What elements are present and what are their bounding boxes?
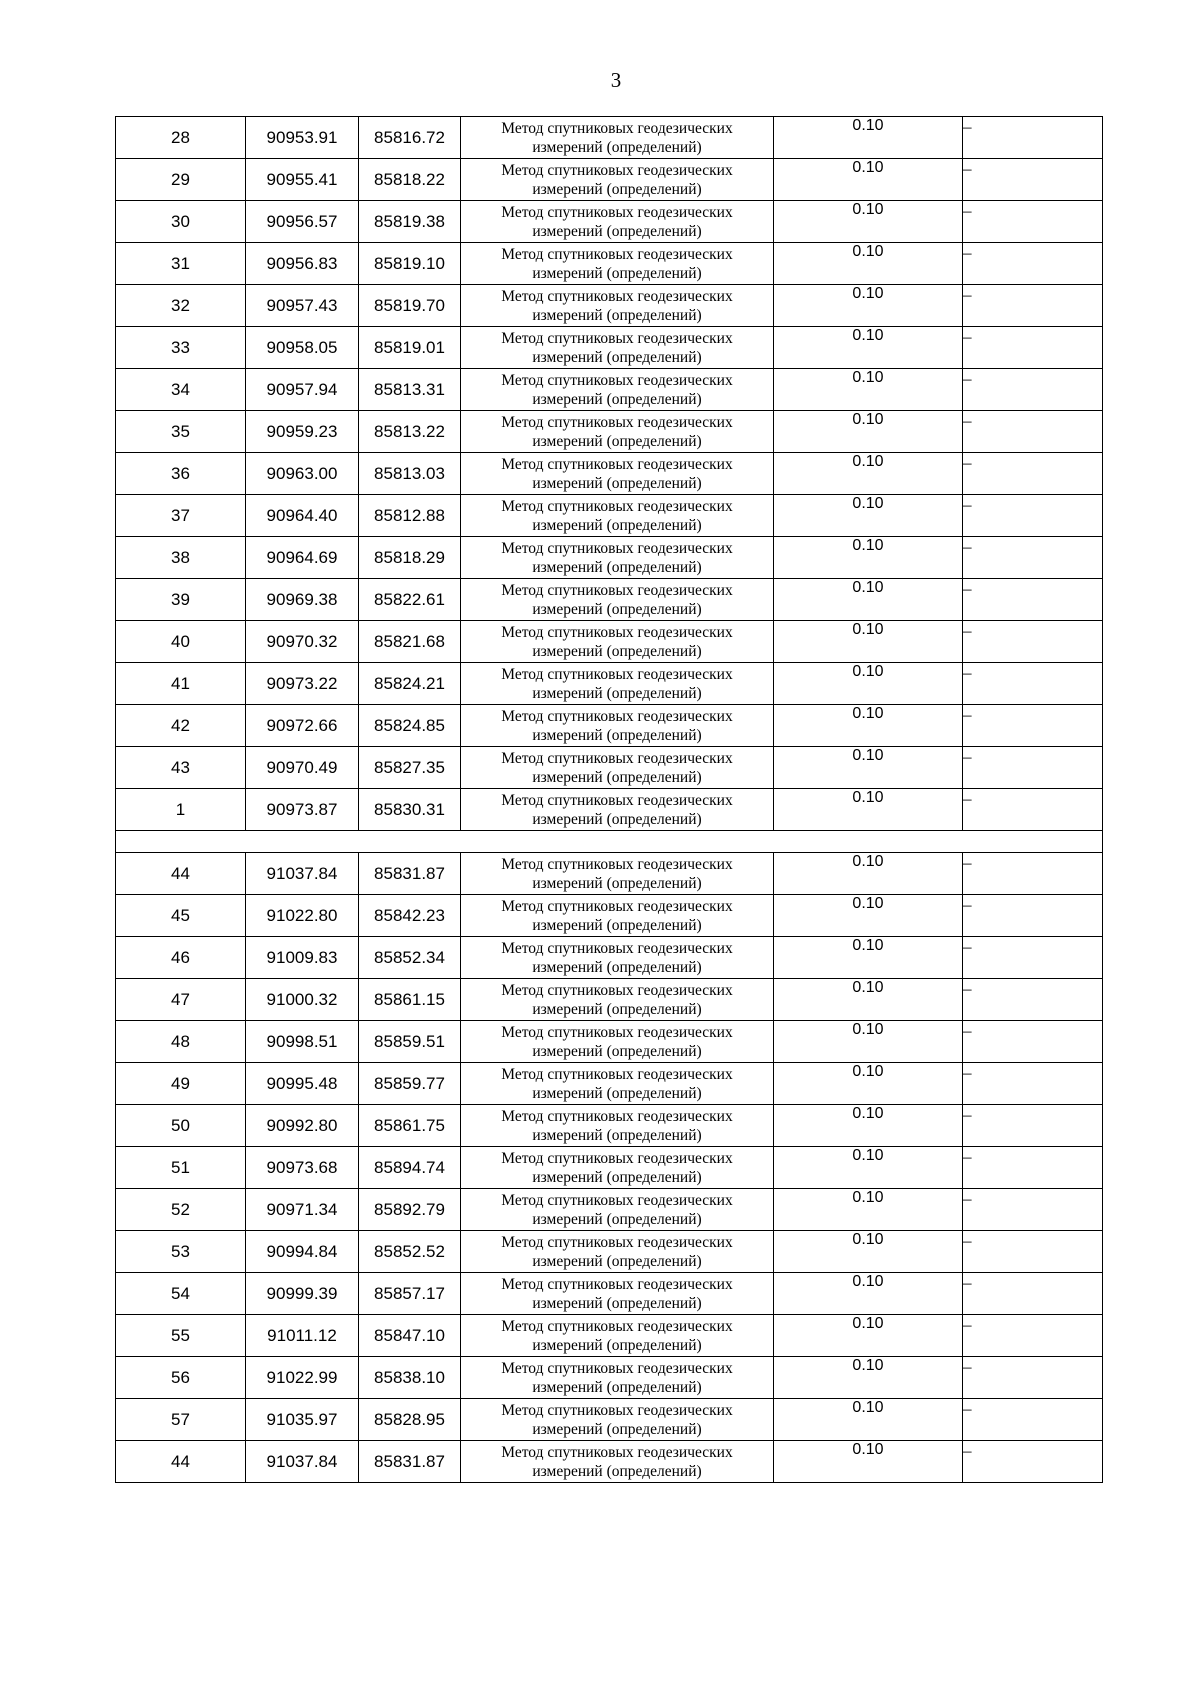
y-coordinate-cell: 85819.10 xyxy=(359,243,461,285)
method-text-line: Метод спутниковых геодезических xyxy=(501,371,733,389)
point-number-cell: 1 xyxy=(116,789,246,831)
method-text-line: Метод спутниковых геодезических xyxy=(501,665,733,683)
accuracy-cell: 0.10 xyxy=(774,1231,963,1273)
method-text-line: Метод спутниковых геодезических xyxy=(501,1065,733,1083)
method-text-line: измерений (определений) xyxy=(532,1168,702,1186)
x-coordinate-cell: 90964.40 xyxy=(246,495,359,537)
method-text-line: измерений (определений) xyxy=(532,138,702,156)
method-text-line: Метод спутниковых геодезических xyxy=(501,749,733,767)
method-text-line: измерений (определений) xyxy=(532,306,702,324)
table-row xyxy=(116,747,1103,789)
point-number-cell: 31 xyxy=(116,243,246,285)
note-cell: – xyxy=(963,1147,1103,1189)
point-number-cell: 54 xyxy=(116,1273,246,1315)
method-cell xyxy=(461,1021,774,1063)
method-text-line: Метод спутниковых геодезических xyxy=(501,161,733,179)
note-cell: – xyxy=(963,201,1103,243)
method-cell xyxy=(461,979,774,1021)
table-row xyxy=(116,495,1103,537)
table-row xyxy=(116,1231,1103,1273)
note-cell: – xyxy=(963,285,1103,327)
y-coordinate-cell: 85894.74 xyxy=(359,1147,461,1189)
x-coordinate-cell: 90971.34 xyxy=(246,1189,359,1231)
y-coordinate-cell: 85861.75 xyxy=(359,1105,461,1147)
y-coordinate-cell: 85838.10 xyxy=(359,1357,461,1399)
accuracy-cell: 0.10 xyxy=(774,159,963,201)
y-coordinate-cell: 85824.85 xyxy=(359,705,461,747)
table-row xyxy=(116,327,1103,369)
method-cell xyxy=(461,243,774,285)
method-cell xyxy=(461,1315,774,1357)
y-coordinate-cell: 85819.01 xyxy=(359,327,461,369)
x-coordinate-cell: 91000.32 xyxy=(246,979,359,1021)
point-number-cell: 29 xyxy=(116,159,246,201)
method-cell xyxy=(461,1063,774,1105)
note-cell: – xyxy=(963,853,1103,895)
table-row xyxy=(116,1399,1103,1441)
accuracy-cell: 0.10 xyxy=(774,1315,963,1357)
method-text-line: измерений (определений) xyxy=(532,916,702,934)
method-text-line: Метод спутниковых геодезических xyxy=(501,1191,733,1209)
method-text-line: Метод спутниковых геодезических xyxy=(501,1317,733,1335)
table-row xyxy=(116,1189,1103,1231)
method-text-line: Метод спутниковых геодезических xyxy=(501,981,733,999)
accuracy-cell: 0.10 xyxy=(774,789,963,831)
accuracy-cell: 0.10 xyxy=(774,369,963,411)
point-number-cell: 48 xyxy=(116,1021,246,1063)
accuracy-cell: 0.10 xyxy=(774,1147,963,1189)
method-text-line: измерений (определений) xyxy=(532,1084,702,1102)
table-row xyxy=(116,979,1103,1021)
accuracy-cell: 0.10 xyxy=(774,663,963,705)
table-row xyxy=(116,895,1103,937)
method-cell xyxy=(461,1105,774,1147)
point-number-cell: 50 xyxy=(116,1105,246,1147)
method-cell xyxy=(461,705,774,747)
x-coordinate-cell: 90969.38 xyxy=(246,579,359,621)
point-number-cell: 52 xyxy=(116,1189,246,1231)
table-row xyxy=(116,453,1103,495)
x-coordinate-cell: 90957.43 xyxy=(246,285,359,327)
accuracy-cell: 0.10 xyxy=(774,411,963,453)
point-number-cell: 44 xyxy=(116,853,246,895)
table-body-contour-1 xyxy=(116,117,1103,831)
table-body-contour-2 xyxy=(116,853,1103,1483)
method-text-line: измерений (определений) xyxy=(532,1294,702,1312)
y-coordinate-cell: 85842.23 xyxy=(359,895,461,937)
x-coordinate-cell: 90958.05 xyxy=(246,327,359,369)
method-cell xyxy=(461,327,774,369)
point-number-cell: 45 xyxy=(116,895,246,937)
note-cell: – xyxy=(963,663,1103,705)
x-coordinate-cell: 90973.22 xyxy=(246,663,359,705)
x-coordinate-cell: 90956.83 xyxy=(246,243,359,285)
method-cell xyxy=(461,579,774,621)
note-cell: – xyxy=(963,895,1103,937)
method-cell xyxy=(461,1231,774,1273)
method-cell xyxy=(461,1189,774,1231)
method-text-line: Метод спутниковых геодезических xyxy=(501,203,733,221)
table-row xyxy=(116,1063,1103,1105)
method-text-line: Метод спутниковых геодезических xyxy=(501,1275,733,1293)
y-coordinate-cell: 85818.22 xyxy=(359,159,461,201)
table-row xyxy=(116,705,1103,747)
x-coordinate-cell: 91022.80 xyxy=(246,895,359,937)
method-text-line: измерений (определений) xyxy=(532,684,702,702)
y-coordinate-cell: 85818.29 xyxy=(359,537,461,579)
contour-separator xyxy=(116,831,1103,853)
y-coordinate-cell: 85812.88 xyxy=(359,495,461,537)
note-cell: – xyxy=(963,789,1103,831)
accuracy-cell: 0.10 xyxy=(774,285,963,327)
method-text-line: измерений (определений) xyxy=(532,264,702,282)
y-coordinate-cell: 85861.15 xyxy=(359,979,461,1021)
point-number-cell: 28 xyxy=(116,117,246,159)
point-number-cell: 46 xyxy=(116,937,246,979)
y-coordinate-cell: 85816.72 xyxy=(359,117,461,159)
method-text-line: измерений (определений) xyxy=(532,1252,702,1270)
method-text-line: Метод спутниковых геодезических xyxy=(501,1443,733,1461)
accuracy-cell: 0.10 xyxy=(774,1273,963,1315)
method-text-line: Метод спутниковых геодезических xyxy=(501,245,733,263)
y-coordinate-cell: 85813.03 xyxy=(359,453,461,495)
point-number-cell: 37 xyxy=(116,495,246,537)
point-number-cell: 36 xyxy=(116,453,246,495)
method-text-line: измерений (определений) xyxy=(532,222,702,240)
table-row xyxy=(116,537,1103,579)
y-coordinate-cell: 85852.52 xyxy=(359,1231,461,1273)
y-coordinate-cell: 85819.70 xyxy=(359,285,461,327)
method-cell xyxy=(461,621,774,663)
method-text-line: измерений (определений) xyxy=(532,390,702,408)
method-cell xyxy=(461,853,774,895)
method-text-line: Метод спутниковых геодезических xyxy=(501,119,733,137)
point-number-cell: 53 xyxy=(116,1231,246,1273)
coordinates-table xyxy=(115,116,1103,1483)
x-coordinate-cell: 90964.69 xyxy=(246,537,359,579)
table-row xyxy=(116,663,1103,705)
x-coordinate-cell: 90972.66 xyxy=(246,705,359,747)
note-cell: – xyxy=(963,937,1103,979)
accuracy-cell: 0.10 xyxy=(774,979,963,1021)
x-coordinate-cell: 90973.87 xyxy=(246,789,359,831)
point-number-cell: 40 xyxy=(116,621,246,663)
method-cell xyxy=(461,937,774,979)
table-row xyxy=(116,621,1103,663)
note-cell: – xyxy=(963,621,1103,663)
method-text-line: Метод спутниковых геодезических xyxy=(501,455,733,473)
method-cell xyxy=(461,747,774,789)
x-coordinate-cell: 91022.99 xyxy=(246,1357,359,1399)
method-text-line: измерений (определений) xyxy=(532,1462,702,1480)
method-text-line: измерений (определений) xyxy=(532,810,702,828)
x-coordinate-cell: 90953.91 xyxy=(246,117,359,159)
table-row xyxy=(116,1273,1103,1315)
method-text-line: измерений (определений) xyxy=(532,726,702,744)
separator-cell xyxy=(116,831,1103,853)
note-cell: – xyxy=(963,495,1103,537)
note-cell: – xyxy=(963,1315,1103,1357)
table-row xyxy=(116,1021,1103,1063)
method-cell xyxy=(461,411,774,453)
x-coordinate-cell: 90956.57 xyxy=(246,201,359,243)
method-cell xyxy=(461,663,774,705)
point-number-cell: 44 xyxy=(116,1441,246,1483)
method-text-line: измерений (определений) xyxy=(532,642,702,660)
accuracy-cell: 0.10 xyxy=(774,1399,963,1441)
point-number-cell: 57 xyxy=(116,1399,246,1441)
method-text-line: измерений (определений) xyxy=(532,768,702,786)
x-coordinate-cell: 91009.83 xyxy=(246,937,359,979)
accuracy-cell: 0.10 xyxy=(774,1189,963,1231)
note-cell: – xyxy=(963,243,1103,285)
method-text-line: измерений (определений) xyxy=(532,516,702,534)
x-coordinate-cell: 91037.84 xyxy=(246,1441,359,1483)
accuracy-cell: 0.10 xyxy=(774,853,963,895)
method-cell xyxy=(461,789,774,831)
y-coordinate-cell: 85892.79 xyxy=(359,1189,461,1231)
accuracy-cell: 0.10 xyxy=(774,579,963,621)
table-row xyxy=(116,243,1103,285)
x-coordinate-cell: 90970.49 xyxy=(246,747,359,789)
method-text-line: измерений (определений) xyxy=(532,1378,702,1396)
method-cell xyxy=(461,537,774,579)
note-cell: – xyxy=(963,369,1103,411)
method-text-line: Метод спутниковых геодезических xyxy=(501,623,733,641)
table-row xyxy=(116,117,1103,159)
method-text-line: Метод спутниковых геодезических xyxy=(501,1233,733,1251)
method-text-line: измерений (определений) xyxy=(532,1042,702,1060)
method-text-line: Метод спутниковых геодезических xyxy=(501,497,733,515)
accuracy-cell: 0.10 xyxy=(774,621,963,663)
point-number-cell: 30 xyxy=(116,201,246,243)
method-text-line: измерений (определений) xyxy=(532,1000,702,1018)
x-coordinate-cell: 90955.41 xyxy=(246,159,359,201)
method-text-line: Метод спутниковых геодезических xyxy=(501,1401,733,1419)
method-text-line: Метод спутниковых геодезических xyxy=(501,413,733,431)
accuracy-cell: 0.10 xyxy=(774,1105,963,1147)
accuracy-cell: 0.10 xyxy=(774,1021,963,1063)
note-cell: – xyxy=(963,327,1103,369)
note-cell: – xyxy=(963,411,1103,453)
point-number-cell: 49 xyxy=(116,1063,246,1105)
accuracy-cell: 0.10 xyxy=(774,495,963,537)
table-row xyxy=(116,853,1103,895)
method-text-line: измерений (определений) xyxy=(532,1126,702,1144)
note-cell: – xyxy=(963,979,1103,1021)
y-coordinate-cell: 85831.87 xyxy=(359,853,461,895)
method-text-line: измерений (определений) xyxy=(532,600,702,618)
point-number-cell: 34 xyxy=(116,369,246,411)
accuracy-cell: 0.10 xyxy=(774,243,963,285)
y-coordinate-cell: 85827.35 xyxy=(359,747,461,789)
method-text-line: измерений (определений) xyxy=(532,474,702,492)
method-text-line: Метод спутниковых геодезических xyxy=(501,1149,733,1167)
y-coordinate-cell: 85828.95 xyxy=(359,1399,461,1441)
method-text-line: Метод спутниковых геодезических xyxy=(501,897,733,915)
note-cell: – xyxy=(963,1189,1103,1231)
method-text-line: Метод спутниковых геодезических xyxy=(501,287,733,305)
method-cell xyxy=(461,495,774,537)
point-number-cell: 55 xyxy=(116,1315,246,1357)
point-number-cell: 33 xyxy=(116,327,246,369)
table-row xyxy=(116,1441,1103,1483)
method-text-line: измерений (определений) xyxy=(532,1420,702,1438)
note-cell: – xyxy=(963,159,1103,201)
point-number-cell: 47 xyxy=(116,979,246,1021)
point-number-cell: 32 xyxy=(116,285,246,327)
method-cell xyxy=(461,895,774,937)
method-text-line: Метод спутниковых геодезических xyxy=(501,1107,733,1125)
note-cell: – xyxy=(963,1063,1103,1105)
y-coordinate-cell: 85821.68 xyxy=(359,621,461,663)
y-coordinate-cell: 85859.77 xyxy=(359,1063,461,1105)
y-coordinate-cell: 85822.61 xyxy=(359,579,461,621)
point-number-cell: 56 xyxy=(116,1357,246,1399)
point-number-cell: 38 xyxy=(116,537,246,579)
x-coordinate-cell: 90994.84 xyxy=(246,1231,359,1273)
table-row xyxy=(116,411,1103,453)
x-coordinate-cell: 90973.68 xyxy=(246,1147,359,1189)
note-cell: – xyxy=(963,453,1103,495)
method-text-line: Метод спутниковых геодезических xyxy=(501,539,733,557)
accuracy-cell: 0.10 xyxy=(774,937,963,979)
accuracy-cell: 0.10 xyxy=(774,537,963,579)
point-number-cell: 39 xyxy=(116,579,246,621)
method-text-line: Метод спутниковых геодезических xyxy=(501,581,733,599)
y-coordinate-cell: 85824.21 xyxy=(359,663,461,705)
note-cell: – xyxy=(963,537,1103,579)
note-cell: – xyxy=(963,579,1103,621)
accuracy-cell: 0.10 xyxy=(774,1441,963,1483)
y-coordinate-cell: 85847.10 xyxy=(359,1315,461,1357)
method-text-line: Метод спутниковых геодезических xyxy=(501,707,733,725)
method-cell xyxy=(461,159,774,201)
method-cell xyxy=(461,117,774,159)
note-cell: – xyxy=(963,117,1103,159)
accuracy-cell: 0.10 xyxy=(774,895,963,937)
method-text-line: измерений (определений) xyxy=(532,1210,702,1228)
method-cell xyxy=(461,453,774,495)
accuracy-cell: 0.10 xyxy=(774,117,963,159)
method-text-line: измерений (определений) xyxy=(532,180,702,198)
x-coordinate-cell: 90959.23 xyxy=(246,411,359,453)
method-text-line: Метод спутниковых геодезических xyxy=(501,1023,733,1041)
method-cell xyxy=(461,1399,774,1441)
point-number-cell: 51 xyxy=(116,1147,246,1189)
note-cell: – xyxy=(963,1399,1103,1441)
method-text-line: измерений (определений) xyxy=(532,558,702,576)
note-cell: – xyxy=(963,1231,1103,1273)
method-text-line: Метод спутниковых геодезических xyxy=(501,1359,733,1377)
table-row xyxy=(116,789,1103,831)
accuracy-cell: 0.10 xyxy=(774,1357,963,1399)
point-number-cell: 41 xyxy=(116,663,246,705)
note-cell: – xyxy=(963,705,1103,747)
method-text-line: Метод спутниковых геодезических xyxy=(501,855,733,873)
method-cell xyxy=(461,1273,774,1315)
y-coordinate-cell: 85859.51 xyxy=(359,1021,461,1063)
method-text-line: измерений (определений) xyxy=(532,1336,702,1354)
note-cell: – xyxy=(963,1357,1103,1399)
page-number: 3 xyxy=(610,68,622,92)
accuracy-cell: 0.10 xyxy=(774,453,963,495)
y-coordinate-cell: 85852.34 xyxy=(359,937,461,979)
note-cell: – xyxy=(963,1273,1103,1315)
table-row xyxy=(116,1147,1103,1189)
note-cell: – xyxy=(963,747,1103,789)
y-coordinate-cell: 85831.87 xyxy=(359,1441,461,1483)
point-number-cell: 43 xyxy=(116,747,246,789)
x-coordinate-cell: 90992.80 xyxy=(246,1105,359,1147)
method-text-line: измерений (определений) xyxy=(532,432,702,450)
x-coordinate-cell: 90970.32 xyxy=(246,621,359,663)
method-text-line: Метод спутниковых геодезических xyxy=(501,791,733,809)
x-coordinate-cell: 91037.84 xyxy=(246,853,359,895)
point-number-cell: 42 xyxy=(116,705,246,747)
x-coordinate-cell: 90998.51 xyxy=(246,1021,359,1063)
y-coordinate-cell: 85857.17 xyxy=(359,1273,461,1315)
note-cell: – xyxy=(963,1441,1103,1483)
note-cell: – xyxy=(963,1105,1103,1147)
x-coordinate-cell: 90957.94 xyxy=(246,369,359,411)
method-cell xyxy=(461,1441,774,1483)
method-text-line: измерений (определений) xyxy=(532,958,702,976)
method-text-line: Метод спутниковых геодезических xyxy=(501,939,733,957)
accuracy-cell: 0.10 xyxy=(774,327,963,369)
table-row xyxy=(116,937,1103,979)
method-cell xyxy=(461,1357,774,1399)
x-coordinate-cell: 90963.00 xyxy=(246,453,359,495)
accuracy-cell: 0.10 xyxy=(774,747,963,789)
y-coordinate-cell: 85830.31 xyxy=(359,789,461,831)
x-coordinate-cell: 90999.39 xyxy=(246,1273,359,1315)
method-text-line: измерений (определений) xyxy=(532,874,702,892)
method-cell xyxy=(461,285,774,327)
table-row xyxy=(116,159,1103,201)
note-cell: – xyxy=(963,1021,1103,1063)
table-row xyxy=(116,1105,1103,1147)
x-coordinate-cell: 91011.12 xyxy=(246,1315,359,1357)
point-number-cell: 35 xyxy=(116,411,246,453)
accuracy-cell: 0.10 xyxy=(774,1063,963,1105)
separator-row xyxy=(116,831,1103,853)
x-coordinate-cell: 90995.48 xyxy=(246,1063,359,1105)
y-coordinate-cell: 85813.31 xyxy=(359,369,461,411)
method-cell xyxy=(461,369,774,411)
table-row xyxy=(116,369,1103,411)
y-coordinate-cell: 85813.22 xyxy=(359,411,461,453)
table-row xyxy=(116,1315,1103,1357)
accuracy-cell: 0.10 xyxy=(774,201,963,243)
accuracy-cell: 0.10 xyxy=(774,705,963,747)
table-row xyxy=(116,1357,1103,1399)
method-text-line: измерений (определений) xyxy=(532,348,702,366)
method-cell xyxy=(461,1147,774,1189)
table-row xyxy=(116,201,1103,243)
x-coordinate-cell: 91035.97 xyxy=(246,1399,359,1441)
method-cell xyxy=(461,201,774,243)
table-row xyxy=(116,579,1103,621)
table-row xyxy=(116,285,1103,327)
method-text-line: Метод спутниковых геодезических xyxy=(501,329,733,347)
y-coordinate-cell: 85819.38 xyxy=(359,201,461,243)
